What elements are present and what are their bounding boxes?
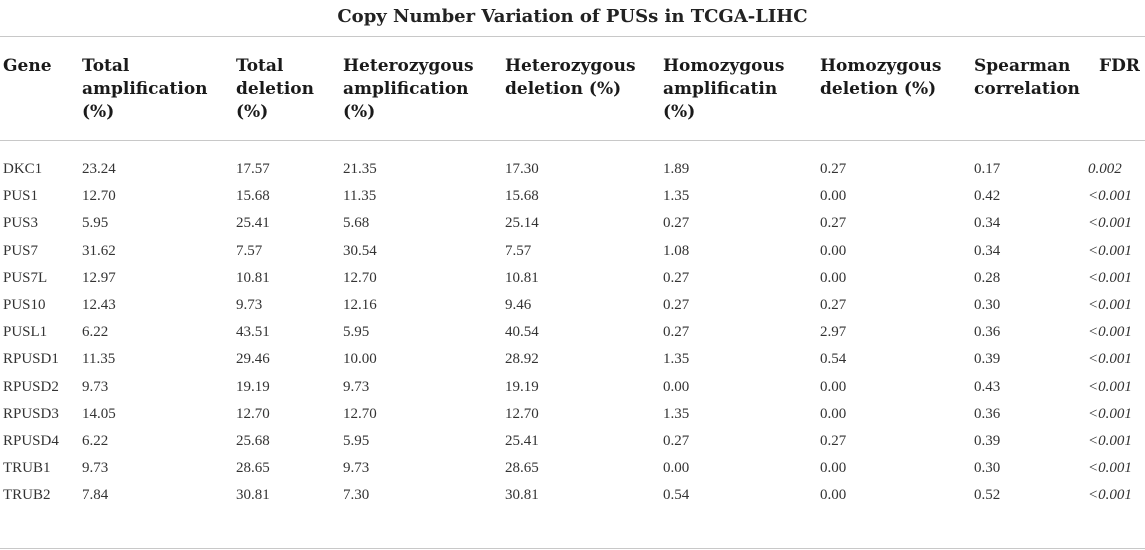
cell-homozygous-amplification: 1.35 (663, 351, 690, 368)
cell-total-deletion: 25.41 (236, 215, 270, 232)
cell-fdr: <0.001 (1088, 433, 1132, 449)
cell-spearman-correlation: 0.36 (974, 324, 1001, 341)
cell-fdr: 0.002 (1088, 161, 1122, 177)
cell-spearman-correlation: 0.28 (974, 269, 1001, 286)
table-row (0, 428, 1145, 455)
cell-heterozygous-amplification: 5.68 (343, 215, 370, 232)
cell-fdr: <0.001 (1088, 324, 1132, 341)
cell-total-deletion: 7.57 (236, 242, 263, 259)
cell-heterozygous-deletion: 28.65 (505, 460, 539, 477)
cell-heterozygous-amplification: 9.73 (343, 378, 370, 395)
cell-fdr: <0.001 (1088, 351, 1132, 368)
cell-total-deletion: 30.81 (236, 487, 270, 504)
table-row (0, 292, 1145, 319)
cell-heterozygous-amplification: 10.00 (343, 351, 377, 368)
table-title: Copy Number Variation of PUSs in TCGA-LIHC (337, 6, 808, 27)
header-heterozygous-amplification: Heterozygous amplification (%) (343, 56, 474, 122)
cell-homozygous-deletion: 0.00 (820, 242, 847, 259)
cell-gene: PUS3 (3, 215, 39, 232)
cell-heterozygous-deletion: 30.81 (505, 487, 539, 504)
cell-heterozygous-amplification: 12.16 (343, 297, 377, 313)
cell-homozygous-deletion: 0.00 (820, 378, 847, 395)
table-row (0, 374, 1145, 401)
cell-homozygous-amplification: 0.27 (663, 297, 690, 313)
cell-total-amplification: 12.97 (82, 269, 116, 286)
cell-fdr: <0.001 (1088, 405, 1132, 422)
cell-gene: RPUSD1 (3, 351, 59, 368)
cell-homozygous-deletion: 0.00 (820, 188, 847, 205)
table-row (0, 156, 1145, 183)
cell-homozygous-deletion: 0.27 (820, 161, 847, 177)
cell-spearman-correlation: 0.30 (974, 460, 1001, 477)
cell-total-deletion: 9.73 (236, 297, 263, 313)
cell-heterozygous-amplification: 12.70 (343, 269, 377, 286)
cell-spearman-correlation: 0.42 (974, 188, 1001, 205)
cell-gene: DKC1 (3, 161, 43, 177)
cell-spearman-correlation: 0.36 (974, 405, 1001, 422)
cell-homozygous-deletion: 0.54 (820, 351, 847, 368)
cell-total-amplification: 7.84 (82, 487, 109, 504)
cell-total-deletion: 19.19 (236, 378, 270, 395)
cell-gene: RPUSD2 (3, 378, 59, 395)
cell-total-deletion: 17.57 (236, 161, 270, 177)
cell-spearman-correlation: 0.30 (974, 297, 1001, 313)
cell-spearman-correlation: 0.39 (974, 351, 1001, 368)
table-row (0, 401, 1145, 428)
cell-homozygous-amplification: 0.27 (663, 269, 690, 286)
cell-heterozygous-amplification: 5.95 (343, 433, 370, 449)
cell-homozygous-amplification: 0.27 (663, 215, 690, 232)
cell-fdr: <0.001 (1088, 297, 1132, 313)
cell-heterozygous-deletion: 40.54 (505, 324, 539, 341)
cell-total-amplification: 6.22 (82, 433, 109, 449)
table-row (0, 210, 1145, 237)
table-row (0, 319, 1145, 346)
cell-heterozygous-deletion: 25.14 (505, 215, 539, 232)
cell-heterozygous-amplification: 11.35 (343, 188, 377, 205)
cell-heterozygous-amplification: 5.95 (343, 324, 370, 341)
cell-gene: PUSL1 (3, 324, 48, 341)
cell-total-amplification: 31.62 (82, 242, 116, 259)
cell-fdr: <0.001 (1088, 188, 1132, 205)
header-total-amplification: Total amplification (%) (82, 56, 208, 122)
cell-heterozygous-deletion: 19.19 (505, 378, 539, 395)
cell-gene: PUS10 (3, 297, 46, 313)
cell-gene: TRUB2 (3, 487, 51, 504)
cell-heterozygous-deletion: 9.46 (505, 297, 532, 313)
cell-total-amplification: 12.43 (82, 297, 116, 313)
header-rule (0, 140, 1145, 141)
table-row (0, 482, 1145, 509)
cell-heterozygous-amplification: 7.30 (343, 487, 370, 504)
cell-homozygous-amplification: 0.27 (663, 324, 690, 341)
cell-total-deletion: 10.81 (236, 269, 270, 286)
cell-fdr: <0.001 (1088, 215, 1132, 232)
cell-total-amplification: 23.24 (82, 161, 116, 177)
cell-heterozygous-deletion: 12.70 (505, 405, 539, 422)
cell-homozygous-deletion: 2.97 (820, 324, 847, 341)
cell-total-deletion: 28.65 (236, 460, 270, 477)
cell-fdr: <0.001 (1088, 378, 1132, 395)
cell-heterozygous-deletion: 7.57 (505, 242, 532, 259)
cell-heterozygous-amplification: 21.35 (343, 161, 377, 177)
cell-total-amplification: 11.35 (82, 351, 116, 368)
cell-fdr: <0.001 (1088, 487, 1132, 504)
cell-total-amplification: 9.73 (82, 378, 109, 395)
cell-homozygous-deletion: 0.27 (820, 433, 847, 449)
cell-total-deletion: 25.68 (236, 433, 270, 449)
cell-homozygous-amplification: 1.35 (663, 188, 690, 205)
cell-spearman-correlation: 0.34 (974, 215, 1001, 232)
cell-homozygous-deletion: 0.00 (820, 460, 847, 477)
cell-spearman-correlation: 0.39 (974, 433, 1001, 449)
cell-heterozygous-deletion: 17.30 (505, 161, 539, 177)
cell-gene: PUS1 (3, 188, 39, 205)
table-row (0, 455, 1145, 482)
cell-total-deletion: 29.46 (236, 351, 270, 368)
cell-homozygous-deletion: 0.27 (820, 215, 847, 232)
header-homozygous-deletion: Homozygous deletion (%) (820, 56, 942, 99)
cell-fdr: <0.001 (1088, 242, 1132, 259)
cell-gene: TRUB1 (3, 460, 51, 477)
cell-total-deletion: 12.70 (236, 405, 270, 422)
cell-spearman-correlation: 0.34 (974, 242, 1001, 259)
header-homozygous-amplification: Homozygous amplificatin (%) (663, 56, 785, 122)
cell-homozygous-deletion: 0.00 (820, 269, 847, 286)
cell-fdr: <0.001 (1088, 269, 1132, 286)
cell-heterozygous-deletion: 15.68 (505, 188, 539, 205)
cell-heterozygous-deletion: 28.92 (505, 351, 539, 368)
cell-total-deletion: 43.51 (236, 324, 270, 341)
cell-gene: RPUSD4 (3, 433, 59, 449)
cell-homozygous-amplification: 1.08 (663, 242, 690, 259)
cell-total-amplification: 14.05 (82, 405, 116, 422)
cell-homozygous-amplification: 0.27 (663, 433, 690, 449)
table-row (0, 265, 1145, 292)
cell-total-amplification: 9.73 (82, 460, 109, 477)
cell-total-amplification: 6.22 (82, 324, 109, 341)
cell-gene: RPUSD3 (3, 405, 59, 422)
cell-heterozygous-amplification: 12.70 (343, 405, 377, 422)
cell-heterozygous-deletion: 25.41 (505, 433, 539, 449)
cell-heterozygous-deletion: 10.81 (505, 269, 539, 286)
cell-homozygous-amplification: 0.54 (663, 487, 690, 504)
table-row (0, 238, 1145, 265)
table-row (0, 346, 1145, 373)
header-gene: Gene (3, 56, 52, 76)
cell-total-amplification: 5.95 (82, 215, 109, 232)
cell-gene: PUS7L (3, 269, 48, 286)
cell-homozygous-deletion: 0.27 (820, 297, 847, 313)
table-row (0, 183, 1145, 210)
cell-total-amplification: 12.70 (82, 188, 116, 205)
cell-heterozygous-amplification: 9.73 (343, 460, 370, 477)
header-spearman-correlation: Spearman correlation (974, 56, 1080, 99)
top-rule (0, 36, 1145, 37)
cell-homozygous-deletion: 0.00 (820, 405, 847, 422)
cell-homozygous-amplification: 1.89 (663, 161, 690, 177)
cell-total-deletion: 15.68 (236, 188, 270, 205)
cell-homozygous-amplification: 1.35 (663, 405, 690, 422)
cell-spearman-correlation: 0.43 (974, 378, 1001, 395)
header-total-deletion: Total deletion (%) (236, 56, 314, 122)
cell-heterozygous-amplification: 30.54 (343, 242, 377, 259)
cell-spearman-correlation: 0.17 (974, 161, 1001, 177)
bottom-rule (0, 548, 1145, 549)
header-fdr: FDR (1099, 56, 1140, 76)
cell-spearman-correlation: 0.52 (974, 487, 1001, 504)
header-heterozygous-deletion: Heterozygous deletion (%) (505, 56, 636, 99)
cell-homozygous-deletion: 0.00 (820, 487, 847, 504)
cell-homozygous-amplification: 0.00 (663, 460, 690, 477)
cell-fdr: <0.001 (1088, 460, 1132, 477)
cell-homozygous-amplification: 0.00 (663, 378, 690, 395)
cell-gene: PUS7 (3, 242, 39, 259)
